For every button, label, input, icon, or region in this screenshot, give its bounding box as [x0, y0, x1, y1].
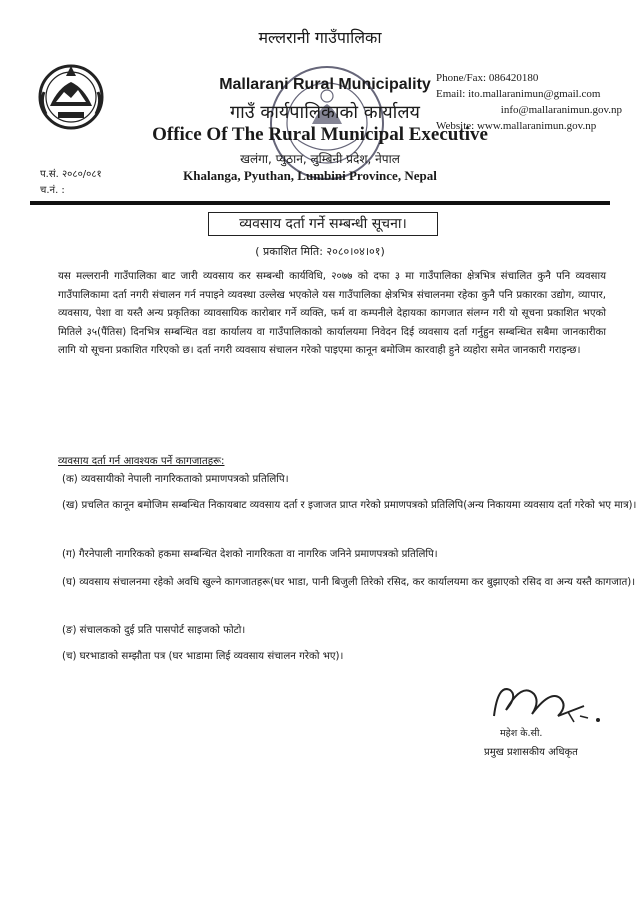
document-item: (ङ) संचालकको दुई प्रति पासपोर्ट साइजको फोटो। — [62, 625, 246, 636]
signatory-title: प्रमुख प्रशासकीय अधिकृत — [484, 747, 578, 758]
website: Website: www.mallaranimun.gov.np — [436, 120, 597, 132]
document-item: (क) व्यवसायीको नेपाली नागरिकताको प्रमाणपत्रको प्रतिलिपि। — [62, 474, 289, 485]
phone-fax: Phone/Fax: 086420180 — [436, 72, 539, 84]
municipality-name-english: Mallarani Rural Municipality — [219, 76, 431, 93]
dispatch-number: च.नं. : — [40, 185, 65, 196]
address-english: Khalanga, Pyuthan, Lumbini Province, Nepal — [183, 168, 437, 183]
municipality-name-nepali: मल्लरानी गाउँपालिका — [258, 28, 382, 47]
email-primary: Email: ito.mallaranimun@gmail.com — [436, 88, 601, 100]
notice-body: यस मल्लरानी गाउँपालिका बाट जारी व्यवसाय कर सम्बन्धी कार्यविधि, २०७७ को दफा ३ मा गाउँपालिका क्षेत्रभित्र संचालित कुनै पनि व्यवसाय गाउँपालिकामा दर्ता नगरी संचालन गर्न नपाइने व्यवस्था उल्लेख भएकोले यस गाउँपालिका क्षेत्रभित्र संचालनमा रहेका कुनै पनि प्रकारका उद्योग, व्यापार, व्यवसाय, पेशा वा यस्तै अन्य प्रकृतिका व्यावसायिक कारोबार गर्ने व्यक्ति, फर्म वा कम्पनीले देहायका कागजात संलग्न गरी यो सूचना प्रकाशित भएको मितिले ३५(पैंतिस) दिनभित्र सम्बन्धित वडा कार्यालय वा गाउँपालिकाको कार्यालयमा निवेदन दिई व्यवसाय दर्ता गर्नुहुन सम्बन्धित सबैमा जानकारीका लागि यो सूचना प्रकाशित गरिएको छ। दर्ता नगरी व्यवसाय संचालन गरेको पाइएमा कानून बमोजिम कारवाही हुने व्यहोरा समेत जानकारी गराइन्छ। — [58, 271, 606, 356]
header-divider — [30, 201, 610, 205]
office-name-english: Office Of The Rural Municipal Executive — [152, 124, 488, 145]
document-item: (च) घरभाडाको सम्झौता पत्र (घर भाडामा लिई व्यवसाय संचालन गरेको भए)। — [62, 651, 344, 662]
document-item: (घ) व्यवसाय संचालनमा रहेको अवधि खुल्ने कागजातहरू(घर भाडा, पानी बिजुली तिरेको रसिद, कर कार्यालयमा कर बुझाएको रसिद वा अन्य यस्तै कागजात)। — [62, 577, 636, 588]
nepal-emblem-icon — [36, 62, 106, 132]
letter-reference-number: प.सं. २०८०/०८१ — [40, 169, 102, 180]
notice-title: व्यवसाय दर्ता गर्ने सम्बन्धी सूचना। — [208, 212, 438, 236]
signature-scribble-icon — [488, 676, 608, 730]
address-nepali: खलंगा, प्युठान, लुम्बिनी प्रदेश, नेपाल — [240, 152, 400, 166]
office-name-nepali: गाउँ कार्यपालिकाको कार्यालय — [230, 102, 420, 123]
published-date: ( प्रकाशित मिति: २०८०।०४।०१) — [255, 245, 385, 258]
document-item: (ग) गैरनेपाली नागरिकको हकमा सम्बन्धित देशको नागरिकता वा नागरिक जनिने प्रमाणपत्रको प्रतिलिपि। — [62, 549, 438, 560]
document-item: (ख) प्रचलित कानून बमोजिम सम्बन्धित निकायबाट व्यवसाय दर्ता र इजाजत प्राप्त गरेको प्रमाणपत्रको प्रतिलिपि(अन्य निकायमा व्यवसाय दर्ता गरेको भए मात्र)। — [62, 500, 637, 511]
documents-heading: व्यवसाय दर्ता गर्न आवश्यक पर्ने कागजातहरू: — [58, 456, 225, 467]
signatory-name: महेश के.सी. — [500, 728, 543, 739]
email-secondary: info@mallaranimun.gov.np — [500, 104, 622, 116]
contact-block — [436, 70, 636, 134]
